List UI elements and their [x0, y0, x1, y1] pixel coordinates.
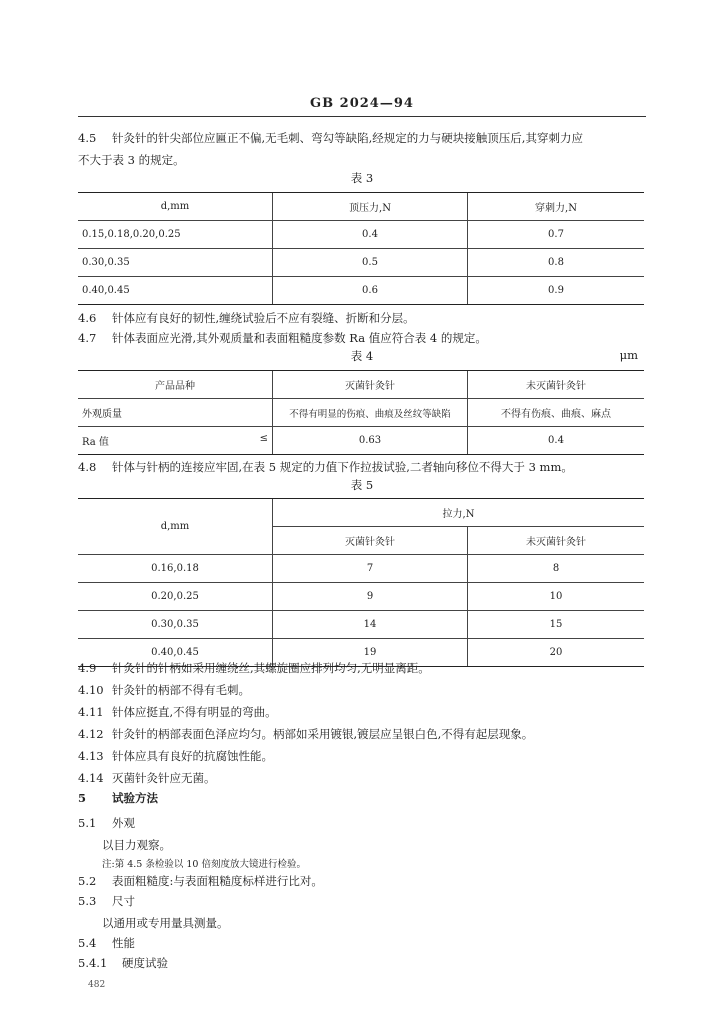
clause-text: 针体应挺直,不得有明显的弯曲。 [112, 705, 277, 719]
clause-body: 以目力观察。 [102, 838, 171, 852]
table-cell: 20 [468, 639, 645, 667]
clause-number: 4.11 [78, 705, 104, 719]
clause-title: 性能 [112, 936, 135, 950]
table-header-cell: 产品品种 [78, 371, 273, 399]
clause-number: 4.9 [78, 661, 97, 675]
table-row [78, 555, 644, 583]
clause-5-1 [78, 812, 646, 874]
table-4 [78, 370, 644, 455]
table-3 [78, 192, 644, 305]
clause-note: 注:第 4.5 条检验以 10 倍刻度放大镜进行检验。 [102, 859, 306, 870]
clause-item [78, 723, 646, 745]
clause-number: 5.1 [78, 816, 97, 830]
table-cell: 0.5 [273, 249, 468, 277]
clause-text: 针体表面应光滑,其外观质量和表面粗糙度参数 Ra 值应符合表 4 的规定。 [112, 331, 487, 345]
clause-text: 表面粗糙度:与表面粗糙度标样进行比对。 [112, 874, 323, 888]
table-row [78, 427, 644, 455]
clause-text: 针灸针的柄部不得有毛刺。 [112, 683, 250, 697]
table-cell: 外观质量 [78, 399, 273, 427]
table-header-cell: 灭菌针灸针 [273, 371, 468, 399]
clause-number: 5.4.1 [78, 956, 108, 970]
clause-text: 针体应具有良好的抗腐蚀性能。 [112, 749, 273, 763]
table-4-unit: μm [619, 348, 638, 362]
clause-text: 针灸针的柄部表面色泽应均匀。柄部如采用镀银,镀层应呈银白色,不得有起层现象。 [112, 727, 534, 741]
table-cell: 8 [468, 555, 645, 583]
section-number: 5 [78, 791, 87, 805]
table-3-caption: 表 3 [350, 171, 374, 185]
clause-number: 5.2 [78, 874, 97, 888]
page-header: GB 2024—94 [310, 96, 414, 111]
table-5 [78, 498, 644, 667]
table-row [78, 399, 644, 427]
table-header-cell: 穿刺力,N [468, 193, 645, 221]
table-cell: 0.7 [468, 221, 645, 249]
table-cell: 0.4 [468, 427, 645, 455]
table-row [78, 583, 644, 611]
clause-item [78, 745, 646, 767]
clause-number: 4.7 [78, 331, 97, 345]
table-cell: 0.30,0.35 [78, 249, 273, 277]
table-group-header: 拉力,N [273, 499, 645, 527]
table-cell: 不得有伤痕、曲痕、麻点 [468, 399, 645, 427]
section-title: 试验方法 [112, 791, 158, 805]
table-cell [78, 427, 273, 455]
clause-title: 硬度试验 [122, 956, 168, 970]
table-header-cell: d,mm [78, 499, 273, 555]
table-cell: 19 [273, 639, 468, 667]
clause-text: 针体与针柄的连接应牢固,在表 5 规定的力值下作拉拔试验,二者轴向移位不得大于 3 mm。 [112, 460, 573, 474]
table-cell: 0.8 [468, 249, 645, 277]
table-header-cell: 未灭菌针灸针 [468, 527, 645, 555]
clause-number: 4.8 [78, 460, 97, 474]
table-row [78, 611, 644, 639]
clause-number: 5.4 [78, 936, 97, 950]
clause-text: 灭菌针灸针应无菌。 [112, 771, 216, 785]
clause-number: 4.13 [78, 749, 104, 763]
clause-5-4 [78, 932, 646, 954]
table-4-caption: 表 4 [350, 349, 374, 363]
clause-5-4-1 [78, 952, 646, 974]
clause-title: 外观 [112, 816, 135, 830]
clause-item [78, 767, 646, 789]
table-cell: 10 [468, 583, 645, 611]
clause-item [78, 657, 646, 679]
clause-4-8 [78, 456, 646, 478]
table-header-cell: 灭菌针灸针 [273, 527, 468, 555]
clause-number: 4.5 [78, 131, 97, 145]
table-cell: 15 [468, 611, 645, 639]
table-cell: 0.4 [273, 221, 468, 249]
table-5-caption: 表 5 [350, 478, 374, 492]
clause-item [78, 701, 646, 723]
clause-5-3 [78, 890, 646, 934]
section-5-heading [78, 787, 646, 809]
table-header-cell: 顶压力,N [273, 193, 468, 221]
clause-text-continued: 不大于表 3 的规定。 [78, 153, 185, 167]
table-cell: 0.15,0.18,0.20,0.25 [78, 221, 273, 249]
table-row [78, 249, 644, 277]
clause-4-5 [78, 127, 646, 171]
clause-5-2 [78, 870, 646, 892]
table-cell: 0.9 [468, 277, 645, 305]
clause-text: 针体应有良好的韧性,缠绕试验后不应有裂缝、折断和分层。 [112, 311, 415, 325]
clause-title: 尺寸 [112, 894, 135, 908]
header-rule [78, 116, 646, 117]
clause-list [78, 657, 646, 789]
clause-item [78, 679, 646, 701]
table-cell: 7 [273, 555, 468, 583]
table-row [78, 221, 644, 249]
less-equal-symbol: ≤ [259, 433, 268, 444]
clause-number: 4.14 [78, 771, 104, 785]
table-cell: 14 [273, 611, 468, 639]
table-row [78, 277, 644, 305]
clause-number: 5.3 [78, 894, 97, 908]
clause-text: 针灸针的针柄如采用缠绕丝,其螺旋圈应排列均匀,无明显离距。 [112, 661, 430, 675]
clause-number: 4.6 [78, 311, 97, 325]
table-cell: 0.40,0.45 [78, 639, 273, 667]
page-number: 482 [88, 980, 106, 990]
table-header-cell: d,mm [78, 193, 273, 221]
table-header-cell: 未灭菌针灸针 [468, 371, 645, 399]
clause-number: 4.10 [78, 683, 104, 697]
table-cell: 0.16,0.18 [78, 555, 273, 583]
table-cell: 0.63 [273, 427, 468, 455]
table-cell: 不得有明显的伤痕、曲痕及丝纹等缺陷 [273, 399, 468, 427]
clause-text: 针灸针的针尖部位应匾正不偏,无毛刺、弯勾等缺陷,经规定的力与硬块接触顶压后,其穿刺力应 [112, 131, 583, 145]
table-cell: 0.6 [273, 277, 468, 305]
clause-body: 以通用或专用量具测量。 [102, 916, 229, 930]
ra-label: Ra 值 [82, 437, 109, 448]
clause-4-6 [78, 307, 646, 329]
table-cell: 9 [273, 583, 468, 611]
clause-4-7 [78, 327, 646, 349]
clause-number: 4.12 [78, 727, 104, 741]
table-cell: 0.20,0.25 [78, 583, 273, 611]
table-cell: 0.30,0.35 [78, 611, 273, 639]
table-cell: 0.40,0.45 [78, 277, 273, 305]
